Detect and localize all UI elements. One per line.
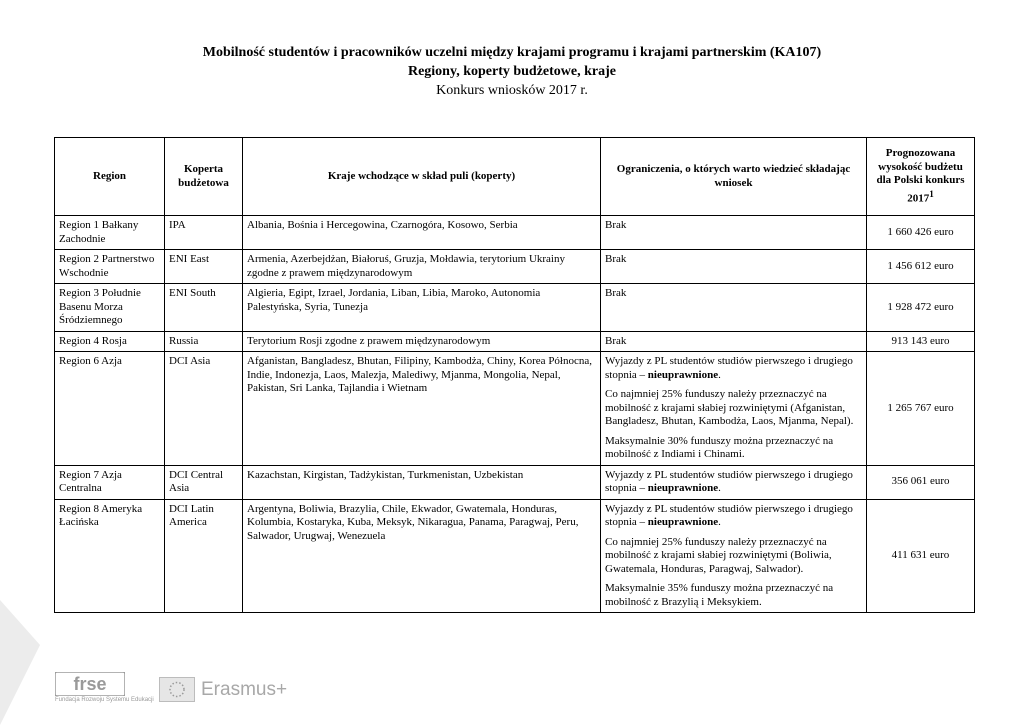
- countries-cell: Kazachstan, Kirgistan, Tadżykistan, Turkmenistan, Uzbekistan: [243, 465, 601, 499]
- document-header: [0, 43, 1024, 100]
- envelope-cell: ENI South: [165, 284, 243, 332]
- countries-cell: Albania, Bośnia i Hercegowina, Czarnogóra, Kosowo, Serbia: [243, 216, 601, 250]
- limit-text: Brak: [605, 334, 627, 347]
- region-cell: Region 6 Azja: [55, 352, 165, 466]
- table-row: [55, 331, 975, 352]
- limit-paragraph: [605, 582, 862, 609]
- budget-cell: 1 456 612 euro: [867, 250, 975, 284]
- region-cell: Region 2 Partnerstwo Wschodnie: [55, 250, 165, 284]
- limit-text: Co najmniej 25% funduszy należy przeznaczyć na mobilność z krajami słabiej rozwiniętymi (Boliwia, Gwatemala, Honduras, Paragwaj, Salwador).: [605, 535, 832, 575]
- limit-emphasis: nieuprawnione: [647, 482, 719, 494]
- limit-text-end: .: [718, 482, 721, 494]
- limit-text: Brak: [605, 253, 627, 265]
- erasmus-logo: [159, 677, 287, 702]
- footnote-marker: 1: [929, 188, 934, 199]
- erasmus-label: Erasmus+: [201, 678, 288, 700]
- limit-emphasis: nieuprawnione: [647, 368, 719, 381]
- table-row: [55, 250, 975, 284]
- frse-caption: Fundacja Rozwoju Systemu Edukacji: [55, 697, 154, 703]
- table-row: [55, 499, 975, 613]
- limits-cell: [601, 331, 867, 352]
- frse-logo: [55, 672, 125, 696]
- envelope-cell: IPA: [165, 216, 243, 250]
- table-header-row: [55, 138, 975, 216]
- table-row: [55, 465, 975, 499]
- limits-cell: [601, 465, 867, 499]
- header-envelope: Koperta budżetowa: [165, 138, 243, 216]
- envelope-cell: DCI Latin America: [165, 499, 243, 613]
- corner-decoration: [0, 600, 40, 725]
- limits-cell: [601, 216, 867, 250]
- envelope-cell: DCI Asia: [165, 352, 243, 466]
- limit-text: Wyjazdy z PL studentów studiów pierwszego i drugiego stopnia –: [605, 355, 853, 381]
- budget-cell: 913 143 euro: [867, 331, 975, 352]
- countries-cell: Afganistan, Bangladesz, Bhutan, Filipiny, Kambodża, Chiny, Korea Północna, Indie, Indonezja, Laos, Malezja, Malediwy, Mjanma, Mongolia, Nepal, Pakistan, Sri Lanka, Tajlandia i Wietnam: [243, 352, 601, 466]
- limit-text: Maksymalnie 30% funduszy można przeznaczyć na mobilność z Indiami i Chinami.: [605, 434, 834, 460]
- header-budget-label: Prognozowana wysokość budżetu dla Polski konkurs 2017: [876, 147, 965, 205]
- limit-paragraph: [605, 219, 862, 233]
- limits-cell: [601, 499, 867, 613]
- limit-text: Brak: [605, 219, 627, 231]
- budget-cell: 356 061 euro: [867, 465, 975, 499]
- budget-cell: 411 631 euro: [867, 499, 975, 613]
- header-budget: [867, 138, 975, 216]
- region-cell: Region 1 Bałkany Zachodnie: [55, 216, 165, 250]
- eu-flag-icon: [159, 677, 195, 702]
- budget-cell: 1 265 767 euro: [867, 352, 975, 466]
- countries-cell: Algieria, Egipt, Izrael, Jordania, Liban, Libia, Maroko, Autonomia Palestyńska, Syria, Tunezja: [243, 284, 601, 332]
- limit-paragraph: [605, 287, 862, 301]
- region-cell: Region 3 Południe Basenu Morza Śródziemnego: [55, 284, 165, 332]
- limit-paragraph: [605, 355, 862, 382]
- limits-cell: [601, 352, 867, 466]
- limit-text: Brak: [605, 287, 627, 299]
- table-body: [55, 216, 975, 613]
- table-row: [55, 352, 975, 466]
- envelope-cell: DCI Central Asia: [165, 465, 243, 499]
- limits-cell: [601, 284, 867, 332]
- regions-table: [54, 137, 975, 613]
- limits-cell: [601, 250, 867, 284]
- header-region: Region: [55, 138, 165, 216]
- document-title: Mobilność studentów i pracowników uczelni między krajami programu i krajami partnerskim (KA107): [202, 45, 822, 60]
- limit-paragraph: [605, 435, 862, 462]
- budget-cell: 1 660 426 euro: [867, 216, 975, 250]
- limit-text-end: .: [718, 368, 721, 381]
- countries-cell: Armenia, Azerbejdżan, Białoruś, Gruzja, Mołdawia, terytorium Ukrainy zgodne z prawem międzynarodowym: [243, 250, 601, 284]
- table-row: [55, 216, 975, 250]
- limit-paragraph: [605, 388, 862, 429]
- header-countries: Kraje wchodzące w skład puli (koperty): [243, 138, 601, 216]
- limit-paragraph: [605, 503, 862, 530]
- envelope-cell: ENI East: [165, 250, 243, 284]
- limit-emphasis: nieuprawnione: [647, 516, 719, 528]
- call-year: Konkurs wniosków 2017 r.: [436, 83, 588, 98]
- limit-paragraph: [605, 469, 862, 496]
- limit-text: Wyjazdy z PL studentów studiów pierwszego i drugiego stopnia –: [605, 502, 853, 528]
- limit-text-end: .: [718, 516, 721, 528]
- region-cell: Region 8 Ameryka Łacińska: [55, 499, 165, 613]
- limit-text: Wyjazdy z PL studentów studiów pierwszego i drugiego stopnia –: [605, 468, 853, 494]
- budget-cell: 1 928 472 euro: [867, 284, 975, 332]
- limit-paragraph: [605, 335, 862, 349]
- frse-logo-text: frse: [73, 674, 107, 694]
- table-row: [55, 284, 975, 332]
- document-subtitle: Regiony, koperty budżetowe, kraje: [407, 64, 617, 79]
- region-cell: Region 4 Rosja: [55, 331, 165, 352]
- region-cell: Region 7 Azja Centralna: [55, 465, 165, 499]
- limit-paragraph: [605, 253, 862, 267]
- envelope-cell: Russia: [165, 331, 243, 352]
- countries-cell: Argentyna, Boliwia, Brazylia, Chile, Ekwador, Gwatemala, Honduras, Kolumbia, Kostaryka, Kuba, Meksyk, Nikaragua, Panama, Paragwaj, Peru, Salwador, Urugwaj, Wenezuela: [243, 499, 601, 613]
- limit-paragraph: [605, 536, 862, 577]
- limit-text: Maksymalnie 35% funduszy można przeznaczyć na mobilność z Brazylią i Meksykiem.: [605, 582, 834, 608]
- limit-text: Co najmniej 25% funduszy należy przeznaczyć na mobilność z krajami słabiej rozwiniętymi (Afganistan, Bangladesz, Bhutan, Kambodża, Laos, Mjanma, Nepal).: [605, 388, 854, 427]
- countries-cell: Terytorium Rosji zgodne z prawem międzynarodowym: [243, 331, 601, 352]
- header-limits: Ograniczenia, o których warto wiedzieć składając wniosek: [601, 138, 867, 216]
